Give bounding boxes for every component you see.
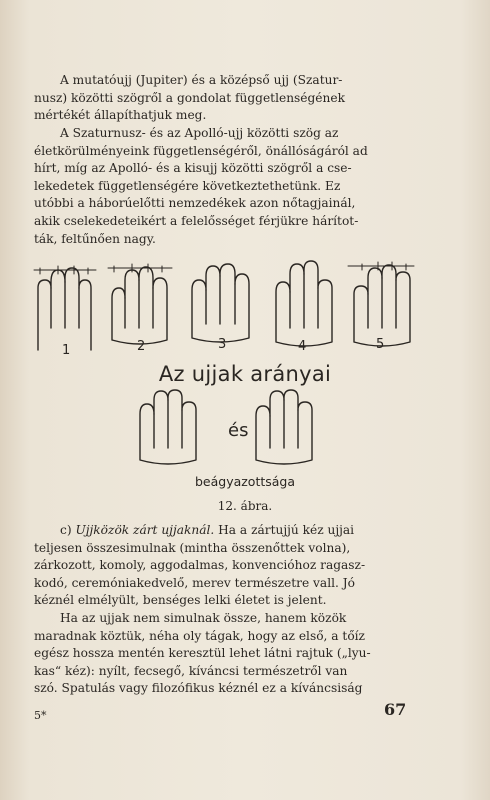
text-line: zárkozott, komoly, aggodalmas, konvencióhoz ragasz-	[34, 558, 366, 573]
paragraph-3	[34, 522, 456, 610]
text-line: mértékét állapíthatjuk meg.	[34, 108, 207, 123]
hand-number-4: 4	[298, 339, 307, 354]
text-line: szó. Spatulás vagy filozófikus kéznél ez a kíváncsiság	[34, 681, 363, 696]
text-line: kas“ kéz): nyílt, fecsegő, kíváncsi természetről van	[34, 663, 348, 678]
signature-mark: 5*	[34, 709, 47, 722]
text-line: teljesen összesimulnak (mintha összenőttek volna),	[34, 540, 351, 555]
text-line: utóbbi a háborúelőtti nemzedékek azon nőtagjainál,	[34, 196, 356, 211]
closed-hand-left	[140, 390, 196, 464]
hand-drawing-1	[34, 266, 96, 350]
hand-number-1: 1	[62, 343, 71, 358]
closed-hand-right	[256, 390, 312, 464]
paragraph-1	[34, 72, 456, 125]
text-line: maradnak köztük, néha oly tágak, hogy az első, a tőíz	[34, 628, 365, 643]
figure-subtitle: beágyazottsága	[194, 474, 296, 489]
figure-caption: 12. ábra.	[217, 499, 273, 513]
hand-drawing-4	[276, 261, 332, 346]
text-line: A mutatóujj (Jupiter) és a középső ujj (Szatur-	[60, 73, 343, 87]
figure-title: Az ujjak arányai	[158, 362, 332, 386]
figure-conjunction: és	[228, 420, 249, 441]
text-line: akik cselekedeteikért a felelősséget férjükre hárítot-	[34, 213, 359, 228]
text-line: kodó, ceremóniakedvelő, merev természetre vall. Jó	[34, 575, 355, 590]
text-line: kéznél elmélyült, benséges lelki életet is jelent.	[34, 593, 327, 608]
hand-number-3: 3	[218, 337, 227, 352]
hand-number-5: 5	[376, 337, 385, 352]
text-line: egész hossza mentén keresztül lehet látni rajtuk („lyu-	[34, 646, 371, 661]
text-line: ták, feltűnően nagy.	[34, 231, 156, 246]
hand-drawing-5	[348, 262, 414, 346]
figure-12	[0, 258, 490, 518]
text-line: lekedetek függetlenségére következtethetünk. Ez	[34, 178, 341, 193]
text-line: hírt, míg az Apolló- és a kisujj közötti szögről a cse-	[34, 161, 352, 176]
paragraph-4	[34, 610, 456, 698]
text-line: életkörülményeink függetlenségéről, önállóságáról ad	[34, 143, 368, 158]
hand-drawing-2	[108, 264, 172, 344]
text-line: Ha az ujjak nem simulnak össze, hanem közök	[60, 611, 347, 625]
hand-number-2: 2	[137, 339, 146, 354]
text-line: A Szaturnusz- és az Apolló-ujj közötti szög az	[60, 126, 339, 140]
hand-illustrations	[0, 258, 490, 358]
page-number: 67	[384, 700, 407, 719]
hand-drawing-3	[192, 264, 249, 342]
section-heading: Ujjközök zárt ujjaknál.	[75, 523, 215, 537]
text-fragment: Ha a zártujjú kéz ujjai	[218, 523, 355, 537]
text-line: nusz) közötti szögről a gondolat függetlenségének	[34, 90, 345, 105]
section-label: c)	[60, 523, 72, 537]
paragraph-2	[34, 125, 456, 248]
text-line	[34, 522, 456, 540]
